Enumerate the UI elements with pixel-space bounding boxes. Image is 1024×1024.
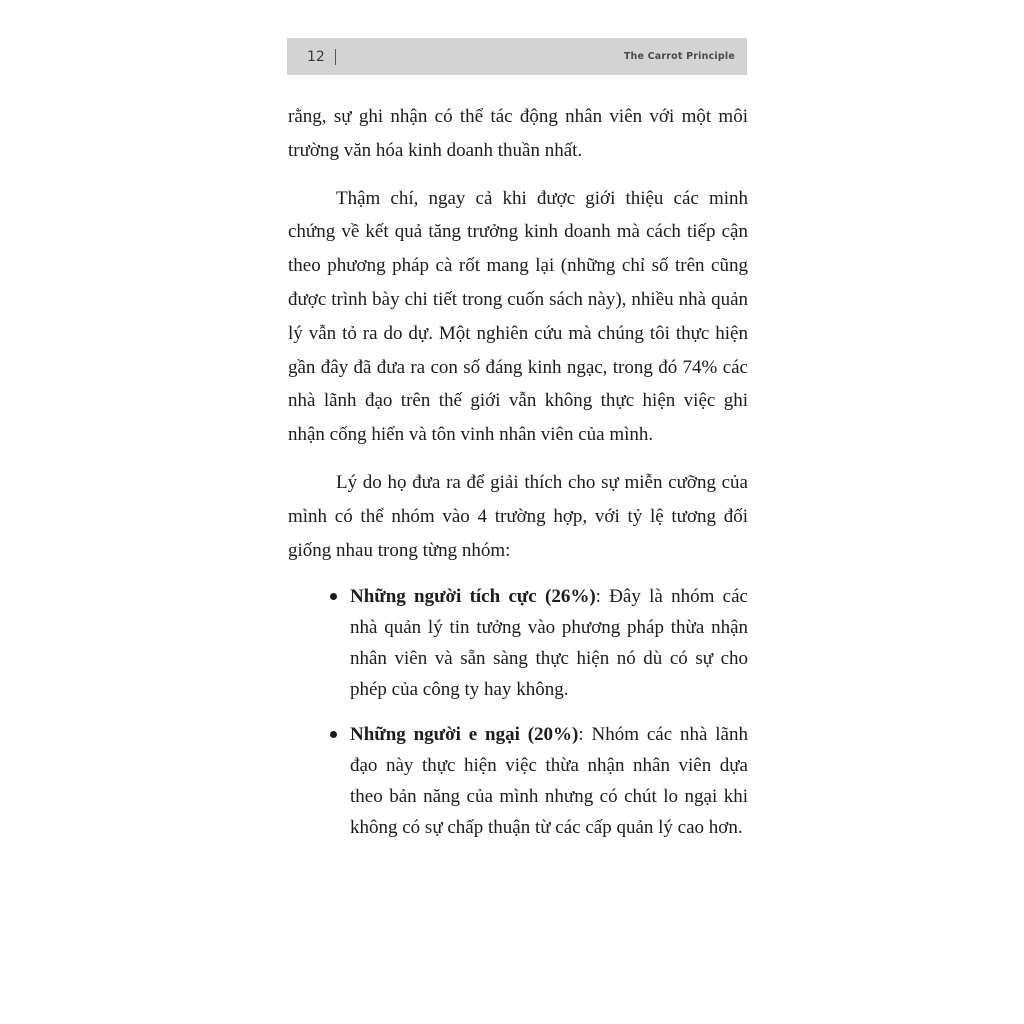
running-title: The Carrot Principle xyxy=(623,51,735,62)
page-number-group xyxy=(307,49,336,65)
page-body xyxy=(288,100,748,857)
bullet-dot-icon xyxy=(330,593,337,600)
header-divider xyxy=(335,49,336,65)
bullet-item xyxy=(350,719,748,843)
paragraph-continued: rằng, sự ghi nhận có thể tác động nhân viên với một môi trường văn hóa kinh doanh thuần nhất. xyxy=(288,106,748,161)
bullet-text: : Đây là nhóm các nhà quản lý tin tưởng vào phương pháp thừa nhận nhân viên và sẵn sàng thực hiện nó dù có sự cho phép của công ty hay không. xyxy=(350,586,748,701)
paragraph: Lý do họ đưa ra để giải thích cho sự miễn cưỡng của mình có thể nhóm vào 4 trường hợp, với tỷ lệ tương đối giống nhau trong từng nhóm: xyxy=(288,471,748,561)
bullet-text: : Nhóm các nhà lãnh đạo này thực hiện việc thừa nhận nhân viên dựa theo bản năng của mình nhưng có chút lo ngại khi không có sự chấp thuận từ các cấp quản lý cao hơn. xyxy=(350,724,748,839)
page-number: 12 xyxy=(307,48,325,65)
running-header xyxy=(287,38,747,75)
bullet-list xyxy=(288,581,748,843)
bullet-term: Những người e ngại (20%) xyxy=(350,724,579,746)
bullet-item xyxy=(350,581,748,705)
paragraph: Thậm chí, ngay cả khi được giới thiệu các minh chứng về kết quả tăng trưởng kinh doanh mà cách tiếp cận theo phương pháp cà rốt mang lại (những chỉ số trên cũng được trình bày chi tiết trong cuốn sách này), nhiều nhà quản lý vẫn tỏ ra do dự. Một nghiên cứu mà chúng tôi thực hiện gần đây đã đưa ra con số đáng kinh ngạc, trong đó 74% các nhà lãnh đạo trên thế giới vẫn không thực hiện việc ghi nhận cống hiến và tôn vinh nhân viên của mình. xyxy=(288,187,748,446)
bullet-term: Những người tích cực (26%) xyxy=(350,586,596,608)
bullet-dot-icon xyxy=(330,731,337,738)
